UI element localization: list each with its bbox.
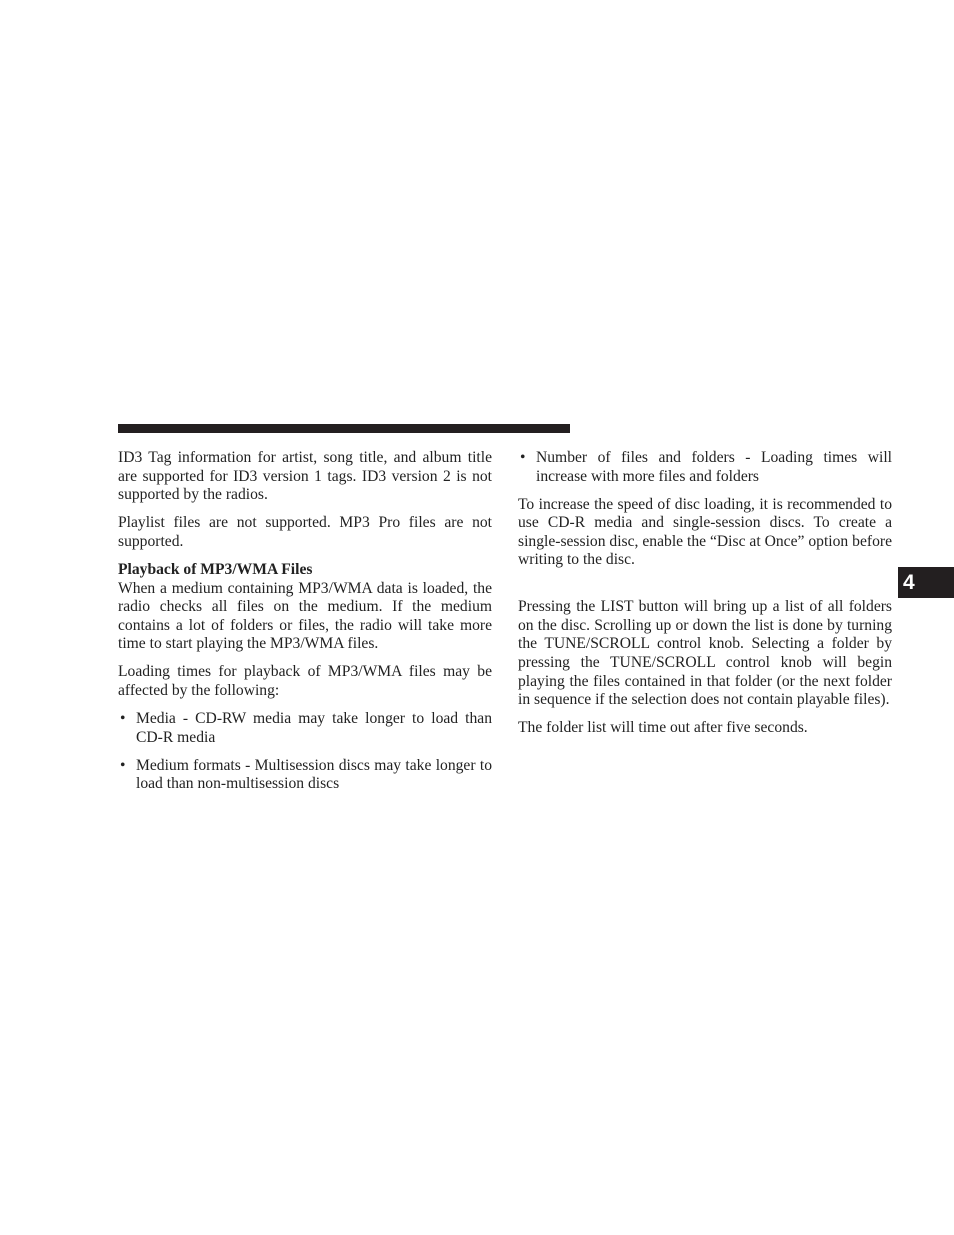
list-item-text: Medium formats - Multisession discs may take longer to load than non-multisession discs bbox=[136, 756, 492, 793]
list-item bbox=[118, 710, 492, 747]
medium-loading-paragraph: When a medium containing MP3/WMA data is loaded, the radio checks all files on the medium. If the medium contains a lot of folders or files, the radio will take more time to start playing the MP3/WMA files. bbox=[118, 579, 492, 653]
bullet-icon: • bbox=[520, 449, 526, 466]
chapter-tab: 4 bbox=[898, 567, 954, 598]
loading-factors-list bbox=[118, 710, 492, 794]
paragraph-spacer bbox=[518, 580, 892, 599]
id3-tag-paragraph: ID3 Tag information for artist, song title, and album title are supported for ID3 version 1 tags. ID3 version 2 is not supported by the radios. bbox=[118, 449, 492, 504]
bullet-icon: • bbox=[120, 756, 126, 774]
left-column bbox=[118, 449, 492, 804]
loading-factors-list-continued bbox=[518, 449, 892, 486]
right-column bbox=[518, 449, 892, 747]
loading-times-paragraph: Loading times for playback of MP3/WMA files may be affected by the following: bbox=[118, 663, 492, 700]
list-item bbox=[518, 449, 892, 486]
list-button-paragraph: Pressing the LIST button will bring up a list of all folders on the disc. Scrolling up or down the list is done by turning the TUNE/SCROLL control knob. Selecting a folder by pressing the TUNE/SCROLL control knob will begin playing the files contained in that folder (or the next folder in sequence if the selection does not contain playable files). bbox=[518, 598, 892, 709]
folder-timeout-paragraph: The folder list will time out after five seconds. bbox=[518, 719, 808, 737]
section-heading: Playback of MP3/WMA Files bbox=[118, 560, 313, 578]
playlist-paragraph: Playlist files are not supported. MP3 Pro files are not supported. bbox=[118, 514, 492, 550]
bullet-icon: • bbox=[120, 710, 126, 728]
header-rule bbox=[118, 424, 570, 433]
disc-speed-paragraph: To increase the speed of disc loading, it is recommended to use CD-R media and single-session discs. To create a single-session disc, enable the “Disc at Once” option before writing to the disc. bbox=[518, 495, 892, 569]
list-item-text: Media - CD-RW media may take longer to load than CD-R media bbox=[136, 710, 492, 746]
list-item-text: Number of files and folders - Loading times will increase with more files and folders bbox=[536, 449, 892, 485]
list-item bbox=[118, 757, 492, 794]
